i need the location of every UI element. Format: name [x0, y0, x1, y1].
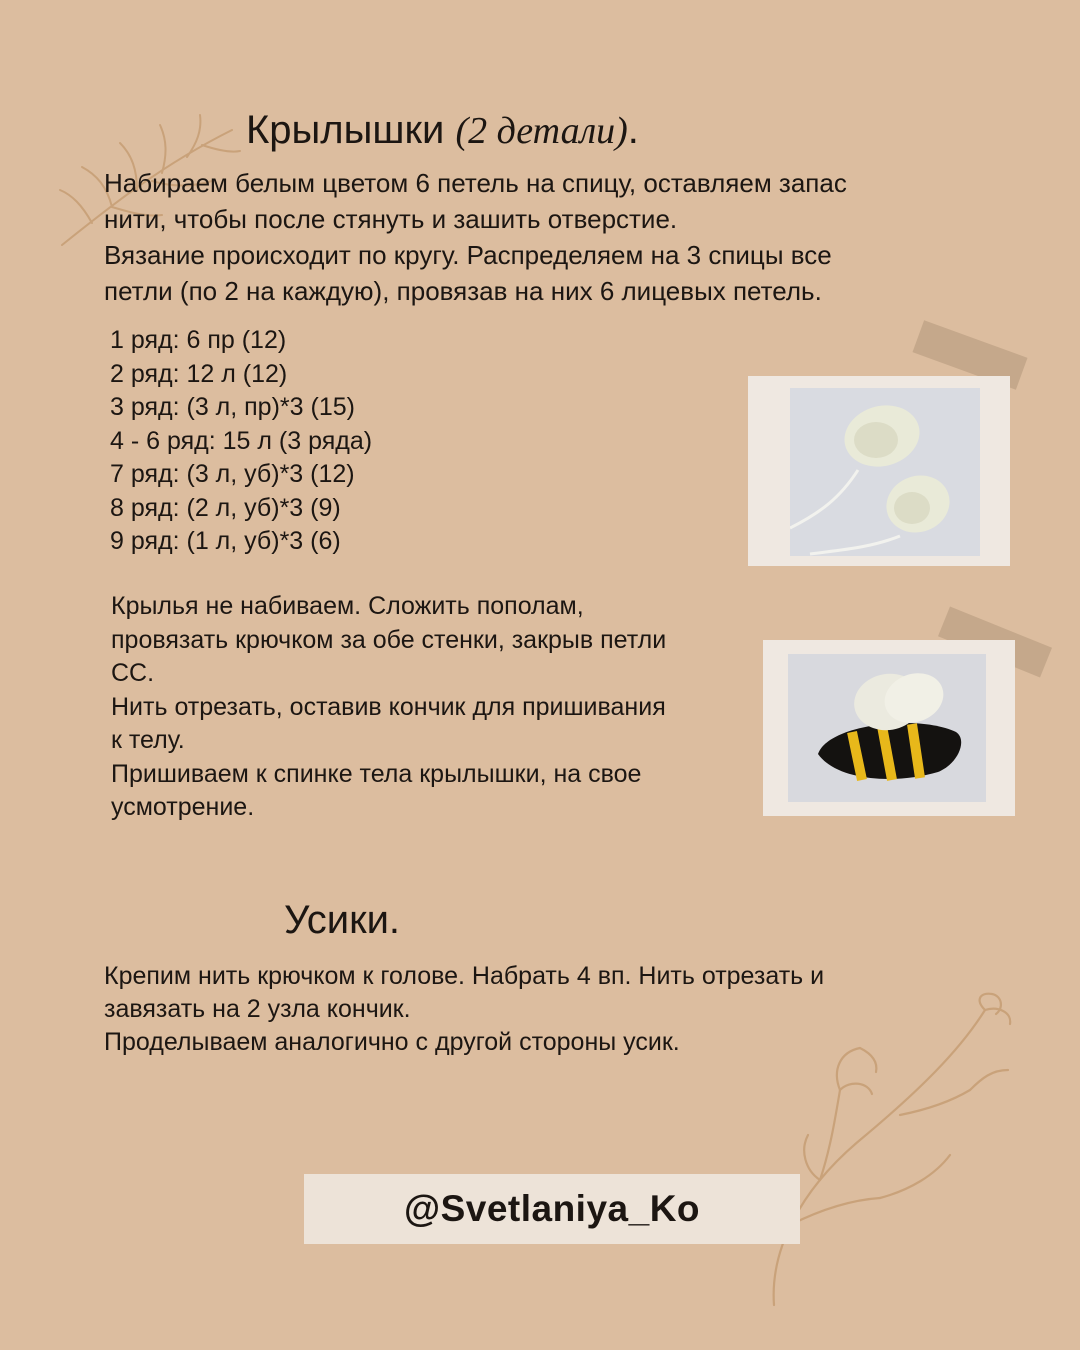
assembly-line: к телу. [111, 726, 185, 754]
wings-photo [745, 330, 1035, 570]
assembly-line: провязать крючком за обе стенки, закрыв петли [111, 625, 667, 654]
antennae-title-text: Усики [284, 898, 389, 942]
bee-photo [760, 612, 1050, 822]
row-item: 2 ряд: 12 л (12) [110, 359, 288, 388]
assembly-line: усмотрение. [111, 793, 255, 821]
bee-photo-image [788, 654, 986, 802]
wings-intro [104, 165, 1004, 309]
row-item: 3 ряд: (3 л, пр)*3 (15) [110, 393, 355, 421]
intro-line: нити, чтобы после стянуть и зашить отверстие. [104, 204, 678, 234]
author-handle: @Svetlaniya_Ko [403, 1188, 701, 1229]
antennae-title [284, 898, 400, 943]
assembly-line: Нить отрезать, оставив кончик для пришивания [111, 692, 666, 721]
wings-title-text: Крылышки [246, 108, 445, 152]
intro-line: петли (по 2 на каждую), провязав на них 6 лицевых петель. [104, 276, 822, 306]
wings-title-dot: . [627, 108, 639, 152]
antennae-title-dot: . [388, 898, 401, 942]
row-item: 9 ряд: (1 л, уб)*3 (6) [110, 527, 341, 555]
assembly-line: Крылья не набиваем. Сложить пополам, [111, 592, 584, 620]
wings-title-count: (2 детали) [455, 110, 628, 152]
row-item: 8 ряд: (2 л, уб)*3 (9) [110, 493, 341, 522]
row-instructions [110, 324, 372, 559]
intro-line: Вязание происходит по кругу. Распределяем на 3 спицы все [104, 240, 832, 270]
row-item: 7 ряд: (3 л, уб)*3 (12) [110, 460, 355, 488]
antennae-line: Проделываем аналогично с другой стороны усик. [104, 1028, 680, 1056]
wings-title [246, 108, 639, 153]
assembly-line: СС. [111, 659, 155, 687]
wings-assembly [111, 590, 771, 825]
antennae-line: завязать на 2 узла кончик. [104, 995, 411, 1023]
antennae-line: Крепим нить крючком к голове. Набрать 4 вп. Нить отрезать и [104, 962, 825, 990]
intro-line: Набираем белым цветом 6 петель на спицу, оставляем запас [104, 168, 847, 198]
sprig-decoration-bottom [760, 990, 1020, 1310]
wings-photo-image [790, 388, 980, 556]
row-item: 4 - 6 ряд: 15 л (3 ряда) [110, 426, 373, 455]
row-item: 1 ряд: 6 пр (12) [110, 326, 287, 354]
assembly-line: Пришиваем к спинке тела крылышки, на свое [111, 759, 642, 788]
